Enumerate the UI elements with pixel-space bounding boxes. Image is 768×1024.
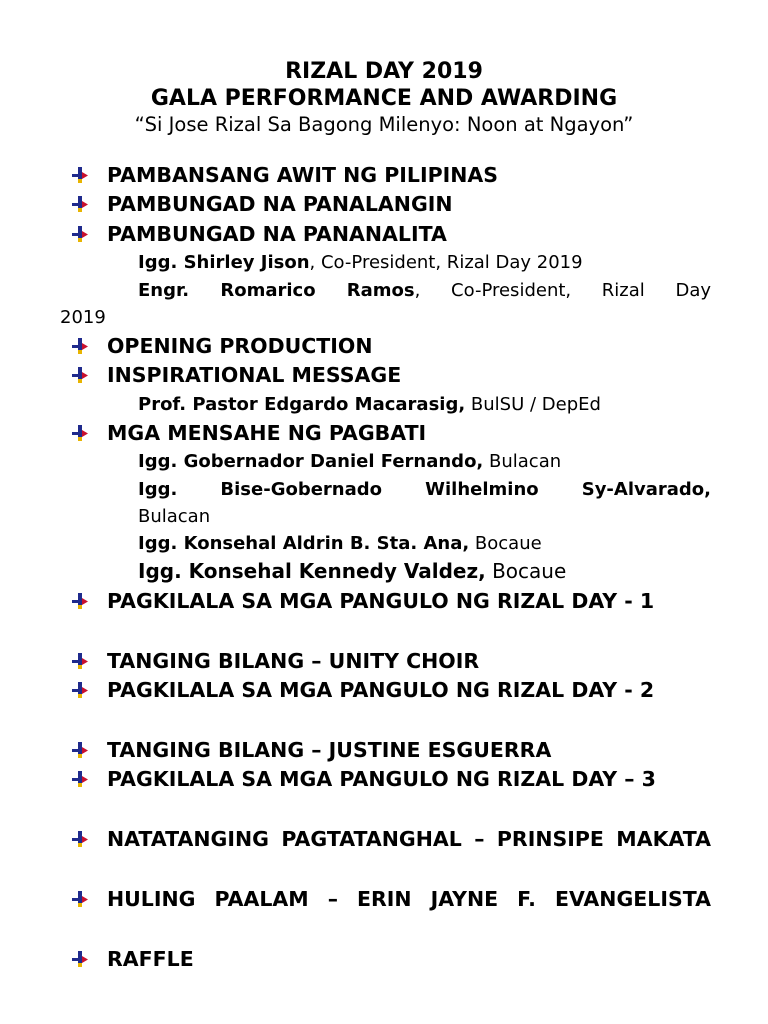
program-item-label: PAMBANSANG AWIT NG PILIPINAS [107, 163, 499, 187]
program-item-label: PAGKILALA SA MGA PANGULO NG RIZAL DAY - 2 [107, 678, 655, 702]
arrow-cross-bullet-icon [71, 225, 89, 243]
program-header [0, 58, 768, 138]
arrow-cross-bullet-icon [71, 366, 89, 384]
greeter-place: Bocaue [485, 559, 567, 583]
greeter-line [138, 448, 711, 475]
speaker-role: , Co-President, Rizal Day 2019 [309, 252, 583, 273]
program-item-label: TANGING BILANG – JUSTINE ESGUERRA [107, 738, 552, 762]
speaker-line [138, 249, 711, 276]
arrow-cross-bullet-icon [71, 592, 89, 610]
greeter-line [138, 476, 711, 503]
program-item-label: PAGKILALA SA MGA PANGULO NG RIZAL DAY - 1 [107, 589, 655, 613]
program-item-recognition-3 [71, 764, 711, 794]
greeter-name: Igg. Gobernador Daniel Fernando, [138, 451, 484, 472]
program-item-greetings [71, 418, 711, 448]
speaker-name: Engr. Romarico Ramos [138, 280, 415, 301]
program-item-label: OPENING PRODUCTION [107, 334, 373, 358]
program-item-huling-paalam [71, 884, 711, 914]
program-item-opening-production [71, 331, 711, 361]
program-item-label: MGA MENSAHE NG PAGBATI [107, 421, 427, 445]
program-item-label: PAGKILALA SA MGA PANGULO NG RIZAL DAY – 3 [107, 767, 656, 791]
program-item-label: RAFFLE [107, 947, 194, 971]
greeter-name: Igg. Konsehal Aldrin B. Sta. Ana, [138, 533, 470, 554]
greeter-line [138, 530, 711, 557]
arrow-cross-bullet-icon [71, 424, 89, 442]
greeter-name: Igg. Konsehal Kennedy Valdez, [138, 559, 486, 583]
greeter-place: Bocaue [469, 533, 542, 554]
page-subtitle: GALA PERFORMANCE AND AWARDING [150, 86, 618, 111]
greeter-line [138, 557, 711, 585]
program-item-special-performance [71, 824, 711, 854]
program-item-recognition-1 [71, 586, 711, 616]
program-item-recognition-2 [71, 675, 711, 705]
greeter-place: Bulacan [483, 451, 562, 472]
speaker-line [138, 277, 711, 304]
program-item-label: HULING PAALAM – ERIN JAYNE F. EVANGELISTA [107, 887, 711, 911]
arrow-cross-bullet-icon [71, 166, 89, 184]
speaker-org: BulSU / DepEd [465, 394, 601, 415]
arrow-cross-bullet-icon [71, 681, 89, 699]
greeter-place: Bulacan [138, 506, 211, 527]
event-theme: “Si Jose Rizal Sa Bagong Milenyo: Noon at Ngayon” [134, 113, 634, 136]
page-title: RIZAL DAY 2019 [285, 59, 483, 84]
program-item-justine-esguerra [71, 735, 711, 765]
arrow-cross-bullet-icon [71, 890, 89, 908]
speaker-name: Igg. Shirley Jison [138, 252, 310, 273]
speaker-name: Prof. Pastor Edgardo Macarasig, [138, 394, 466, 415]
program-item-anthem [71, 160, 711, 190]
program-item-inspirational-message [71, 360, 711, 390]
speaker-role: , Co-President, Rizal Day [414, 280, 712, 301]
program-item-label: INSPIRATIONAL MESSAGE [107, 363, 402, 387]
speaker-line [138, 391, 711, 418]
arrow-cross-bullet-icon [71, 830, 89, 848]
program-item-unity-choir [71, 646, 711, 676]
program-item-opening-remarks [71, 219, 711, 249]
arrow-cross-bullet-icon [71, 195, 89, 213]
greeter-name: Igg. Bise-Gobernado Wilhelmino Sy-Alvarado, [138, 479, 711, 500]
arrow-cross-bullet-icon [71, 337, 89, 355]
program-item-label: PAMBUNGAD NA PANANALITA [107, 222, 447, 246]
program-item-label: NATATANGING PAGTATANGHAL – PRINSIPE MAKATA [107, 827, 711, 851]
program-item-raffle [71, 944, 711, 974]
program-item-label: PAMBUNGAD NA PANALANGIN [107, 192, 453, 216]
arrow-cross-bullet-icon [71, 770, 89, 788]
program-item-prayer [71, 189, 711, 219]
program-item-label: TANGING BILANG – UNITY CHOIR [107, 649, 480, 673]
speaker-role-continuation: 2019 [60, 307, 106, 328]
arrow-cross-bullet-icon [71, 741, 89, 759]
arrow-cross-bullet-icon [71, 652, 89, 670]
arrow-cross-bullet-icon [71, 950, 89, 968]
